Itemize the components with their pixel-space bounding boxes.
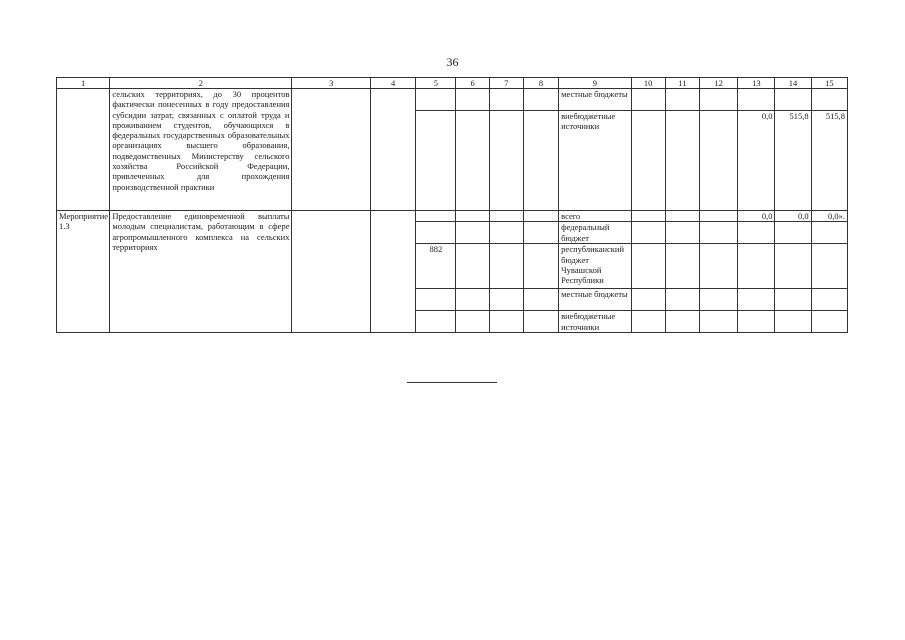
table-cell: [370, 89, 415, 211]
col-header: 13: [738, 78, 775, 89]
value-cell: [811, 244, 847, 289]
value-cell: [811, 222, 847, 244]
table-cell: [416, 211, 456, 222]
col-header: 10: [631, 78, 665, 89]
table-cell: [665, 311, 699, 333]
col-header: 14: [775, 78, 811, 89]
value-cell: [811, 289, 847, 311]
value-cell: 0,0: [775, 211, 811, 222]
table-cell: [489, 289, 523, 311]
table-cell: [631, 244, 665, 289]
table-cell: [456, 89, 489, 111]
col-header: 4: [370, 78, 415, 89]
table-cell: [456, 211, 489, 222]
value-cell: [738, 89, 775, 111]
col-header: 3: [292, 78, 370, 89]
table-cell: [523, 89, 558, 111]
table-cell: [631, 311, 665, 333]
table-cell: [665, 89, 699, 111]
col-header: 9: [559, 78, 631, 89]
value-cell: 0,0».: [811, 211, 847, 222]
value-cell: [738, 289, 775, 311]
table-cell: [489, 222, 523, 244]
table-cell: [631, 211, 665, 222]
table-cell: [699, 89, 737, 111]
col-header: 11: [665, 78, 699, 89]
funding-source: республиканский бюджет Чувашской Республики: [559, 244, 631, 289]
table-cell: [292, 89, 370, 211]
program-table: [56, 77, 848, 333]
col-header: 5: [416, 78, 456, 89]
table-cell: [292, 211, 370, 333]
funding-source: внебюджетные источники: [559, 111, 631, 211]
col-header: 7: [489, 78, 523, 89]
table-cell: [699, 311, 737, 333]
table-cell: [631, 89, 665, 111]
table-cell: [489, 111, 523, 211]
table-cell: [631, 111, 665, 211]
table-cell: [665, 222, 699, 244]
table-cell: [416, 89, 456, 111]
table-cell: [416, 311, 456, 333]
table-cell: [699, 111, 737, 211]
value-cell: 0,0: [738, 111, 775, 211]
table-row: [57, 211, 848, 222]
table-cell: [489, 89, 523, 111]
col-header: 2: [110, 78, 292, 89]
table-cell: [699, 244, 737, 289]
value-cell: [775, 244, 811, 289]
table-cell: [631, 289, 665, 311]
table-cell: [370, 211, 415, 333]
value-cell: [738, 244, 775, 289]
funding-source: федеральный бюджет: [559, 222, 631, 244]
value-cell: [775, 89, 811, 111]
value-cell: 0,0: [738, 211, 775, 222]
col-header: 12: [699, 78, 737, 89]
description-cell: Предоставление единовременной выплаты молодым специалистам, работающим в сфере агропромышленного комплекса на сельских территориях: [110, 211, 292, 333]
value-cell: [775, 289, 811, 311]
table-cell: [665, 111, 699, 211]
table-cell: [665, 211, 699, 222]
event-cell: [57, 89, 110, 211]
table-cell: [523, 289, 558, 311]
value-cell: [775, 222, 811, 244]
column-number-row: [57, 78, 848, 89]
table-cell: [416, 111, 456, 211]
table-cell: [523, 222, 558, 244]
table-cell: [489, 311, 523, 333]
end-divider: [407, 382, 497, 383]
table-cell: [456, 111, 489, 211]
table-cell: [456, 244, 489, 289]
value-cell: [811, 311, 847, 333]
value-cell: 515,8: [775, 111, 811, 211]
description-cell: сельских территориях, до 30 процентов фактически понесенных в году предоставления субсидии затрат, связанных с оплатой труда и проживанием студентов, обучающихся в федеральных государственных образовательных организациях высшего образования, подведомственных Министерству сельского хозяйства Российской Федерации, привлеченных для прохождения производственной практики: [110, 89, 292, 211]
table-cell: [456, 311, 489, 333]
table-cell: [665, 244, 699, 289]
table-cell: [523, 111, 558, 211]
table-cell: [489, 211, 523, 222]
table-cell: [456, 222, 489, 244]
value-cell: 882: [416, 244, 456, 289]
table-cell: [699, 289, 737, 311]
col-header: 1: [57, 78, 110, 89]
event-cell: Мероприятие 1.3: [57, 211, 110, 333]
table-cell: [416, 289, 456, 311]
funding-source: всего: [559, 211, 631, 222]
table-cell: [523, 211, 558, 222]
value-cell: [738, 222, 775, 244]
table-cell: [631, 222, 665, 244]
funding-source: местные бюджеты: [559, 89, 631, 111]
value-cell: 515,8: [811, 111, 847, 211]
value-cell: [811, 89, 847, 111]
table-cell: [416, 222, 456, 244]
col-header: 8: [523, 78, 558, 89]
value-cell: [775, 311, 811, 333]
table-cell: [665, 289, 699, 311]
table-cell: [523, 311, 558, 333]
table-cell: [699, 222, 737, 244]
funding-source: местные бюджеты: [559, 289, 631, 311]
funding-source: внебюджетные источники: [559, 311, 631, 333]
col-header: 6: [456, 78, 489, 89]
table-cell: [523, 244, 558, 289]
table-row: [57, 89, 848, 111]
table-cell: [489, 244, 523, 289]
page-number: 36: [446, 55, 459, 69]
table-cell: [699, 211, 737, 222]
value-cell: [738, 311, 775, 333]
table-cell: [456, 289, 489, 311]
col-header: 15: [811, 78, 847, 89]
